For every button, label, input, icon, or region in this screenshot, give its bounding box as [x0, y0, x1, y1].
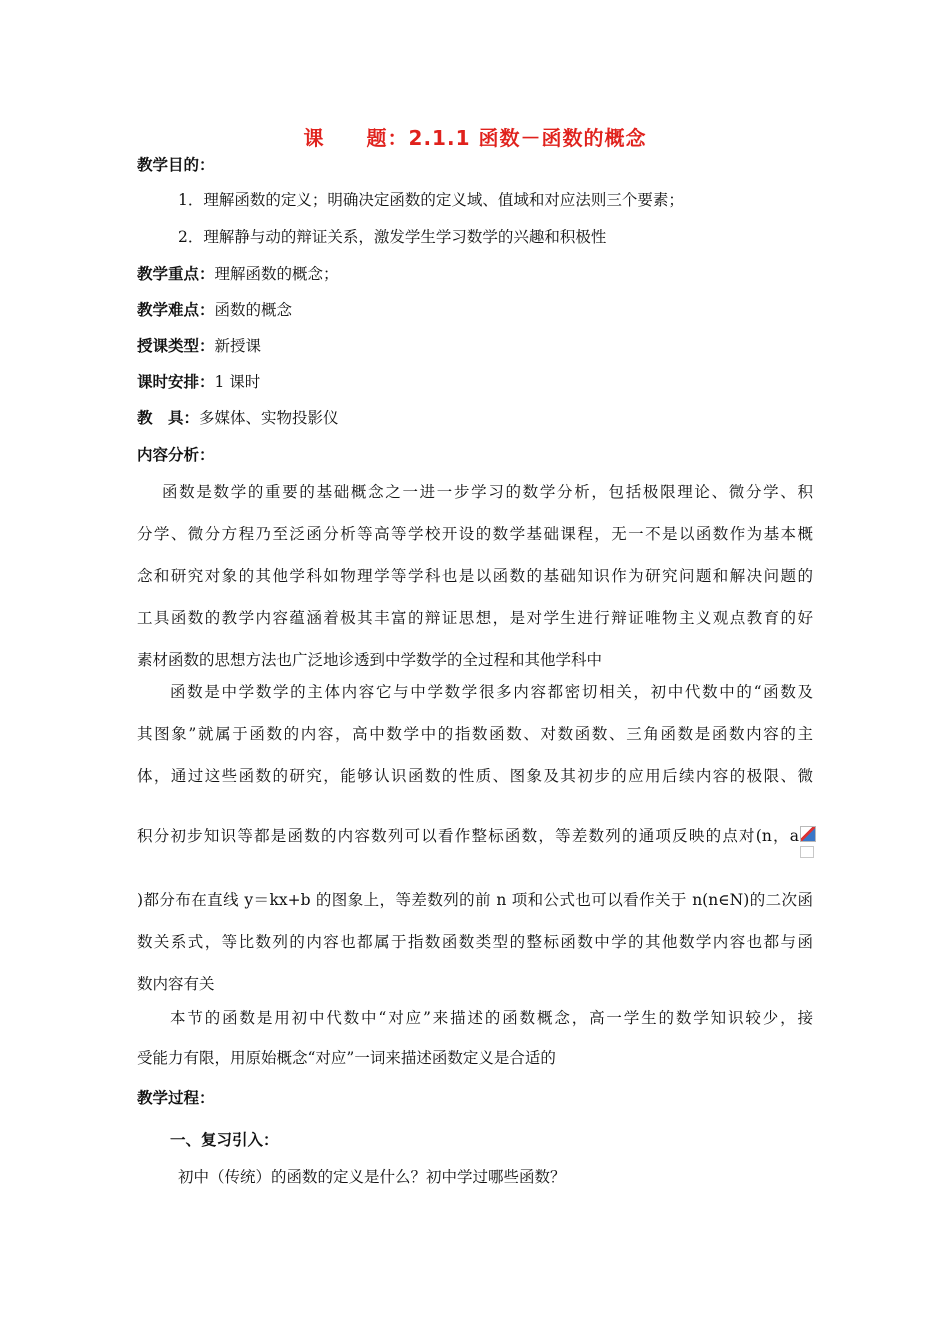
difficulty-label: 教学难点： — [137, 301, 215, 319]
analysis-p1-line: 分学、微分方程乃至泛函分析等高等学校开设的数学基础课程，无一不是以函数作为基本概 — [137, 525, 813, 543]
analysis-p2-line: 函数是中学数学的主体内容它与中学数学很多内容都密切相关，初中代数中的“函数及 — [170, 683, 813, 701]
lesson-type-row — [137, 334, 261, 356]
analysis-p1-line: 素材函数的思想方法也广泛地诊透到中学数学的全过程和其他学科中 — [137, 651, 603, 669]
difficulty-text: 函数的概念 — [214, 301, 293, 319]
analysis-p2-line: 其图象”就属于函数的内容，高中数学中的指数函数、对数函数、三角函数是函数内容的主 — [137, 725, 813, 743]
lesson-type-text: 新授课 — [214, 337, 262, 355]
analysis-p1-line: 工具函数的教学内容蕴涵着极其丰富的辩证思想，是对学生进行辩证唯物主义观点教育的好 — [137, 609, 813, 627]
process-label: 教学过程： — [137, 1089, 215, 1107]
lesson-type-label: 授课类型： — [137, 337, 215, 355]
analysis-p2-line: 积分初步知识等都是函数的内容数列可以看作整标函数，等差数列的通项反映的点对(n，a — [137, 827, 799, 845]
difficulty-row — [137, 298, 292, 320]
broken-image-placeholder — [800, 846, 814, 858]
objectives-label: 教学目的： — [137, 156, 215, 174]
analysis-p1-line: 函数是数学的重要的基础概念之一进一步学习的数学分析，包括极限理论、微分学、积 — [162, 483, 813, 501]
analysis-p3-line: 受能力有限，用原始概念“对应”一词来描述函数定义是合适的 — [137, 1049, 556, 1067]
broken-image-icon — [800, 826, 816, 842]
tools-text: 多媒体、实物投影仪 — [199, 409, 339, 427]
analysis-p1-line: 念和研究对象的其他学科如物理学等学科也是以函数的基础知识作为研究问题和解决问题的 — [137, 567, 813, 585]
hours-label: 课时安排： — [137, 373, 215, 391]
analysis-p2-line: 数内容有关 — [137, 975, 215, 993]
hours-text: 1 课时 — [214, 373, 261, 391]
hours-row — [137, 370, 260, 392]
analysis-p2-line: 数关系式，等比数列的内容也都属于指数函数类型的整标函数中学的其他数学内容也都与函 — [137, 933, 813, 951]
review-question: 初中（传统）的函数的定义是什么？初中学过哪些函数？ — [178, 1168, 566, 1186]
section-heading: 一、复习引入： — [170, 1131, 279, 1149]
analysis-label: 内容分析： — [137, 446, 215, 464]
analysis-p2-line: 体，通过这些函数的研究，能够认识函数的性质、图象及其初步的应用后续内容的极限、微 — [137, 767, 813, 785]
tools-row — [137, 406, 339, 428]
analysis-p3-line: 本节的函数是用初中代数中“对应”来描述的函数概念，高一学生的数学知识较少，接 — [170, 1009, 813, 1027]
key-point-label: 教学重点： — [137, 265, 215, 283]
objective-item-2: 2．理解静与动的辩证关系，激发学生学习数学的兴趣和积极性 — [178, 228, 607, 246]
page-title: 课 题：2.1.1 函数－函数的概念 — [303, 126, 647, 150]
tools-label: 教 具： — [137, 409, 200, 427]
key-point-text: 理解函数的概念； — [214, 265, 339, 283]
objective-item-1: 1．理解函数的定义；明确决定函数的定义域、值域和对应法则三个要素； — [178, 191, 684, 209]
analysis-p2-line: )都分布在直线 y＝kx+b 的图象上，等差数列的前 n 项和公式也可以看作关于 n(n∈N)的二次函 — [137, 891, 813, 909]
key-point-row — [137, 262, 339, 284]
